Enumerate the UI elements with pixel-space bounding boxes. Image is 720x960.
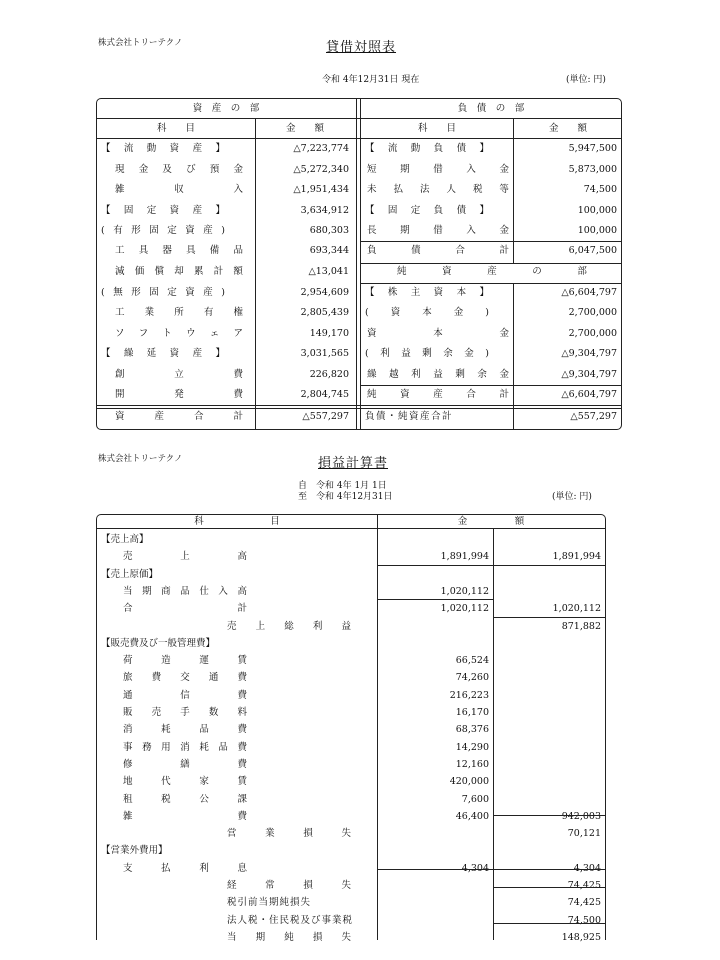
grid-line xyxy=(255,119,256,429)
income-statement-row xyxy=(97,842,605,860)
liability-item-label: 負 債 合 計 xyxy=(367,245,509,256)
income-statement-row xyxy=(97,635,605,653)
income-statement-row xyxy=(97,704,605,722)
asset-item-label: ソ フ ト ウ ェ ア xyxy=(115,328,243,339)
asset-item-value: 149,170 xyxy=(309,328,349,339)
income-item-label: 【営業外費用】 xyxy=(101,845,168,857)
grid-line xyxy=(377,515,378,940)
income-item-subtotal xyxy=(495,687,601,705)
income-item-label: 営 業 損 失 xyxy=(227,828,351,840)
liability-item-label: 【 株 主 資 本 】 xyxy=(365,287,489,298)
grid-line xyxy=(97,528,605,529)
income-item-subtotal xyxy=(495,635,601,653)
income-item-amount xyxy=(379,842,489,860)
income-statement-title: 損益計算書 xyxy=(318,456,389,471)
liability-item-label: 未 払 法 人 税 等 xyxy=(367,184,509,195)
income-item-subtotal: 148,925 xyxy=(561,931,601,943)
income-item-amount: 14,290 xyxy=(455,741,489,753)
income-item-amount: 216,223 xyxy=(449,689,489,701)
liability-item-label: 【 固 定 負 債 】 xyxy=(365,205,489,216)
grid-line xyxy=(493,529,494,940)
income-item-subtotal xyxy=(495,531,601,549)
income-statement-row xyxy=(97,687,605,705)
income-item-amount xyxy=(379,912,489,930)
income-item-subtotal: 1,891,994 xyxy=(552,551,601,563)
income-statement-row xyxy=(97,566,605,584)
asset-item-value: 226,820 xyxy=(309,369,349,380)
asset-item-label: 現 金 及 び 預 金 xyxy=(115,164,243,175)
asset-item-value: 2,804,745 xyxy=(300,389,349,400)
income-statement-row xyxy=(97,894,605,912)
col-item-right: 科 目 xyxy=(417,123,456,134)
income-item-subtotal xyxy=(495,756,601,774)
income-item-amount: 12,160 xyxy=(455,758,489,770)
income-item-amount: 46,400 xyxy=(455,810,489,822)
income-item-label: 法人税・住民税及び事業税 xyxy=(227,914,354,926)
asset-item-value: 693,344 xyxy=(309,245,349,256)
total-liabilities-equity-value: △557,297 xyxy=(570,411,617,422)
grid-line xyxy=(493,617,605,618)
unit-label: (単位: 円) xyxy=(566,75,606,85)
income-item-amount xyxy=(379,635,489,653)
asset-item-label: ( 有 形 固 定 資 産 ) xyxy=(101,225,225,236)
liability-item-value: △9,304,797 xyxy=(561,369,617,380)
income-statement-row xyxy=(97,618,605,636)
grid-line xyxy=(377,599,493,600)
income-item-amount: 16,170 xyxy=(455,707,489,718)
income-item-label: 売 上 総 利 益 xyxy=(227,620,351,632)
grid-line xyxy=(377,565,605,566)
asset-item-value: △1,951,434 xyxy=(293,184,349,195)
income-item-label: 販 売 手 数 料 xyxy=(123,707,247,718)
income-statement-row xyxy=(97,721,605,739)
column-header-row xyxy=(97,515,605,529)
grid-line xyxy=(361,263,621,264)
income-item-label: 売 上 高 xyxy=(123,551,247,563)
asset-item-value: 2,954,609 xyxy=(300,287,349,298)
asset-item-label: 工 業 所 有 権 xyxy=(115,307,243,318)
income-item-subtotal xyxy=(495,739,601,757)
liability-item-value: △9,304,797 xyxy=(561,348,617,359)
asset-item-value: △13,041 xyxy=(308,266,349,277)
income-item-label: 地 代 家 賃 xyxy=(123,776,247,788)
col-amount-right: 金 額 xyxy=(548,123,587,134)
income-statement-row xyxy=(97,877,605,895)
assets-section-title: 資 産 の 部 xyxy=(192,103,260,114)
income-item-amount xyxy=(379,618,489,636)
income-item-subtotal: 1,020,112 xyxy=(552,603,601,615)
income-item-label: 通 信 費 xyxy=(123,689,247,701)
income-item-label: 支 払 利 息 xyxy=(123,862,247,874)
income-item-label: 修 繕 費 xyxy=(123,758,247,770)
income-item-amount: 1,020,112 xyxy=(440,603,489,615)
liability-item-label: 資 本 金 xyxy=(367,328,509,339)
col-amount: 金 額 xyxy=(457,516,525,527)
liability-item-value: 100,000 xyxy=(577,225,617,236)
grid-line xyxy=(493,815,605,816)
liability-item-label: 繰 越 利 益 剰 余 金 xyxy=(367,369,509,380)
grid-line xyxy=(361,283,621,284)
asset-item-label: 減 価 償 却 累 計 額 xyxy=(115,266,243,277)
asset-item-value: 680,303 xyxy=(309,225,349,236)
income-item-subtotal: 74,500 xyxy=(567,914,601,926)
income-item-subtotal xyxy=(495,721,601,739)
total-assets-value: △557,297 xyxy=(302,411,349,422)
income-item-amount xyxy=(379,929,489,947)
income-statement-row xyxy=(97,825,605,843)
income-item-subtotal xyxy=(495,842,601,860)
liabilities-section-title: 負 債 の 部 xyxy=(457,103,525,114)
company-name: 株式会社トリーテクノ xyxy=(98,38,183,48)
income-item-amount: 1,020,112 xyxy=(440,585,489,597)
period-from: 自 令和 4年 1月 1日 xyxy=(298,481,387,491)
income-item-subtotal: 942,003 xyxy=(561,810,601,822)
grid-line xyxy=(361,241,621,242)
liability-item-label: 短 期 借 入 金 xyxy=(367,164,509,175)
income-statement-row xyxy=(97,929,605,947)
income-item-subtotal xyxy=(495,566,601,584)
balance-sheet-title: 貸借対照表 xyxy=(326,40,397,55)
income-statement-row xyxy=(97,583,605,601)
asset-item-value: 3,031,565 xyxy=(300,348,349,359)
income-item-amount xyxy=(379,894,489,912)
income-item-subtotal: 4,304 xyxy=(573,862,601,874)
income-statement-row xyxy=(97,652,605,670)
asset-item-label: 【 固 定 資 産 】 xyxy=(101,205,225,216)
income-statement-row xyxy=(97,531,605,549)
unit-label: (単位: 円) xyxy=(552,492,592,502)
grid-line xyxy=(377,869,493,870)
asset-item-value: △5,272,340 xyxy=(293,164,349,175)
income-item-subtotal xyxy=(495,791,601,809)
liability-item-label: 純 資 産 合 計 xyxy=(367,389,509,400)
income-statement-row xyxy=(97,756,605,774)
income-statement-row xyxy=(97,912,605,930)
col-item: 科 目 xyxy=(194,516,280,527)
liability-item-label: 【 流 動 負 債 】 xyxy=(365,143,489,154)
total-assets-label: 資 産 合 計 xyxy=(115,411,243,422)
income-statement-row xyxy=(97,808,605,826)
income-statement-row xyxy=(97,548,605,566)
grid-line xyxy=(493,923,605,924)
asset-item-value: 3,634,912 xyxy=(300,205,349,216)
asset-item-value: 2,805,439 xyxy=(300,307,349,318)
asset-item-label: 【 繰 延 資 産 】 xyxy=(101,348,225,359)
income-statement-table xyxy=(96,514,606,943)
income-item-label: 税引前当期純損失 xyxy=(227,897,312,909)
company-name: 株式会社トリーテクノ xyxy=(98,454,183,464)
asset-item-label: 雑 収 入 xyxy=(115,184,243,195)
income-item-subtotal: 74,425 xyxy=(567,880,601,891)
liability-item-value: △6,604,797 xyxy=(561,287,617,298)
grid-line xyxy=(361,385,621,386)
income-item-label: 荷 造 運 賃 xyxy=(123,655,247,667)
income-item-amount xyxy=(379,825,489,843)
income-item-label: 【販売費及び一般管理費】 xyxy=(101,637,216,649)
grid-line xyxy=(493,887,605,888)
income-item-label: 雑 費 xyxy=(123,810,247,822)
income-item-label: 当 期 純 損 失 xyxy=(227,931,351,943)
liability-item-value: △6,604,797 xyxy=(561,389,617,400)
income-item-subtotal xyxy=(495,583,601,601)
income-item-label: 合 計 xyxy=(123,603,247,615)
income-item-amount: 68,376 xyxy=(455,724,489,736)
income-item-label: 租 税 公 課 xyxy=(123,793,247,805)
grid-line xyxy=(493,869,605,870)
income-item-subtotal xyxy=(495,652,601,670)
income-item-label: 旅 費 交 通 費 xyxy=(123,672,247,684)
income-item-amount xyxy=(379,566,489,584)
liability-item-value: 100,000 xyxy=(577,205,617,216)
col-amount-left: 金 額 xyxy=(285,123,324,134)
income-item-label: 消 耗 品 費 xyxy=(123,724,247,736)
income-item-label: 経 常 損 失 xyxy=(227,880,351,891)
income-item-amount: 74,260 xyxy=(455,672,489,684)
liability-item-value xyxy=(515,262,617,282)
liability-item-label: 純 資 産 の 部 xyxy=(397,266,587,277)
asset-item-value: △7,223,774 xyxy=(293,143,349,154)
income-item-amount: 4,304 xyxy=(461,862,489,874)
income-item-subtotal xyxy=(495,773,601,791)
income-statement-row xyxy=(97,773,605,791)
income-item-subtotal: 70,121 xyxy=(567,828,601,840)
asset-item-label: 【 流 動 資 産 】 xyxy=(101,143,225,154)
asset-item-label: 開 発 費 xyxy=(115,389,243,400)
grid-line xyxy=(356,99,361,429)
income-item-subtotal: 871,882 xyxy=(561,620,601,632)
income-statement-row xyxy=(97,739,605,757)
income-item-subtotal xyxy=(495,704,601,722)
income-item-amount: 66,524 xyxy=(455,655,489,667)
total-liabilities-equity-label: 負債・純資産合計 xyxy=(365,411,454,422)
col-item-left: 科 目 xyxy=(156,123,195,134)
income-item-amount xyxy=(379,877,489,895)
asset-item-label: ( 無 形 固 定 資 産 ) xyxy=(101,287,225,298)
liability-item-value: 5,947,500 xyxy=(568,143,617,154)
balance-sheet-date: 令和 4年12月31日 現在 xyxy=(322,75,420,85)
grid-line xyxy=(513,283,514,429)
income-item-amount: 1,891,994 xyxy=(440,551,489,563)
asset-item-label: 創 立 費 xyxy=(115,369,243,380)
income-statement-row xyxy=(97,791,605,809)
asset-item-label: 工 具 器 具 備 品 xyxy=(115,245,243,256)
balance-sheet-table xyxy=(96,98,622,430)
grid-line xyxy=(513,119,514,264)
income-item-subtotal xyxy=(495,669,601,687)
income-item-subtotal: 74,425 xyxy=(567,897,601,909)
income-item-label: 当 期 商 品 仕 入 高 xyxy=(123,585,247,597)
liability-item-label: 長 期 借 入 金 xyxy=(367,225,509,236)
income-statement-row xyxy=(97,600,605,618)
liability-item-value: 5,873,000 xyxy=(568,164,617,175)
period-to: 至 令和 4年12月31日 xyxy=(298,492,393,502)
liability-item-value: 74,500 xyxy=(583,184,617,195)
liability-item-label: ( 利 益 剰 余 金 ) xyxy=(365,348,489,359)
income-item-amount: 7,600 xyxy=(461,793,489,805)
liability-item-value: 2,700,000 xyxy=(568,328,617,339)
income-item-amount xyxy=(379,531,489,549)
income-statement-row xyxy=(97,669,605,687)
liability-item-label: ( 資 本 金 ) xyxy=(365,307,489,318)
liability-item-value: 6,047,500 xyxy=(568,245,617,256)
income-item-amount: 420,000 xyxy=(449,776,489,788)
income-item-label: 【売上高】 xyxy=(101,534,149,545)
income-item-label: 事 務 用 消 耗 品 費 xyxy=(123,741,247,753)
income-item-label: 【売上原価】 xyxy=(101,568,159,580)
liability-item-value: 2,700,000 xyxy=(568,307,617,318)
